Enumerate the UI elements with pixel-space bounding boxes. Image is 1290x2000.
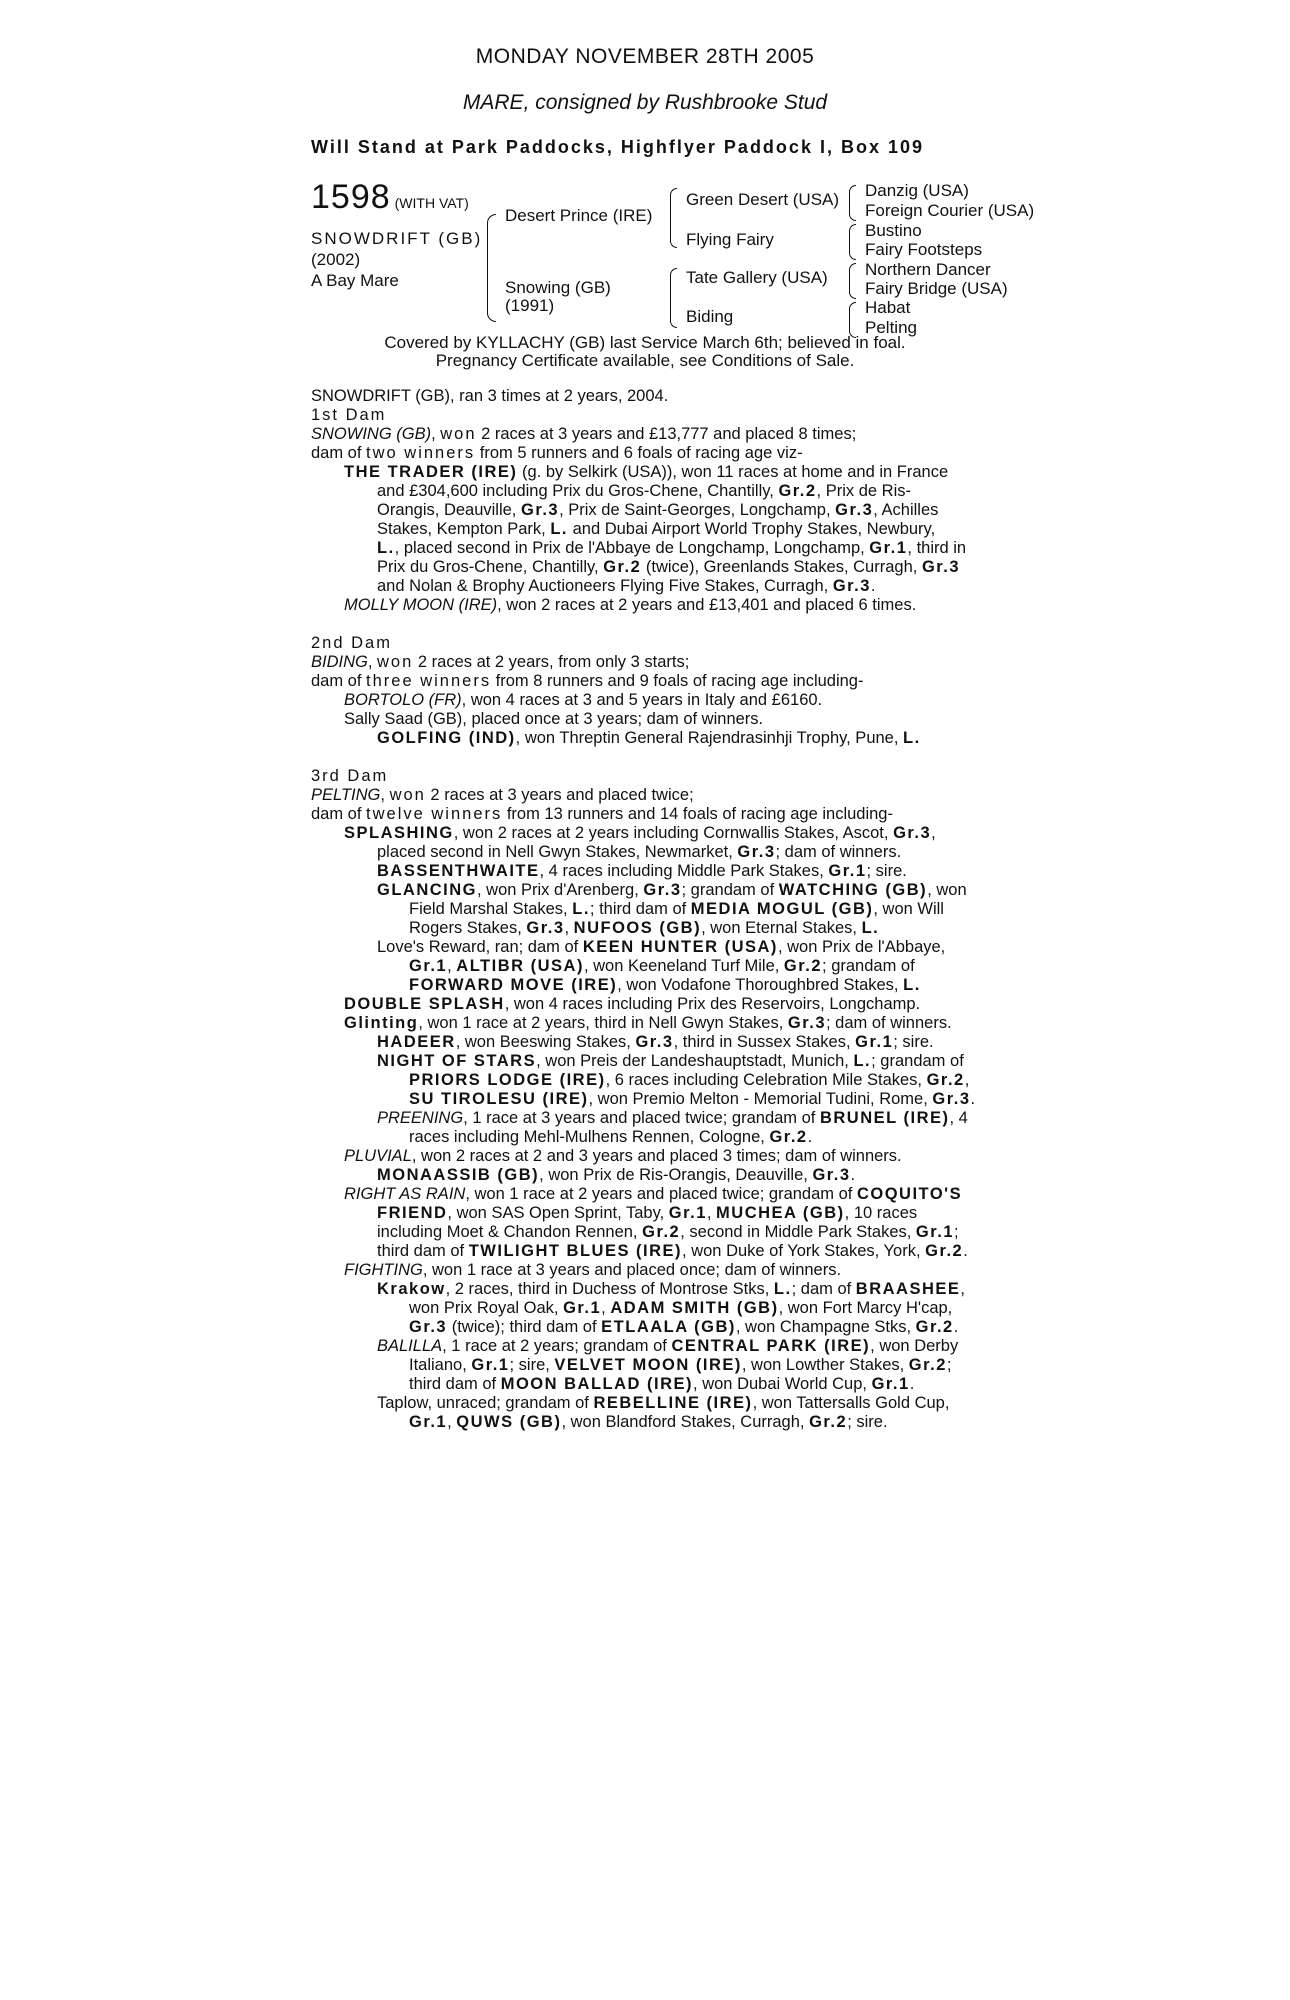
produce-text: , won 1 race at 2 years and placed twice; grandam of (465, 1185, 857, 1203)
pedigree-dds: Habat (865, 298, 911, 317)
produce-text: , won Prix de l'Abbaye, (777, 938, 946, 956)
produce-text: races including Mehl-Mulhens Rennen, Cologne, (409, 1128, 770, 1146)
produce-text: VELVET MOON (IRE) (554, 1356, 742, 1374)
produce-text: Gr.3 (737, 843, 776, 861)
produce-text: , won Tattersalls Gold Cup, (752, 1394, 950, 1412)
produce-text: , third in Sussex Stakes, (673, 1033, 856, 1051)
produce-text: Gr.3 (635, 1033, 674, 1051)
produce-text: , 10 races (844, 1204, 918, 1222)
produce-text: , won Will (873, 900, 944, 918)
horse-details (311, 228, 482, 291)
produce-text: third dam of (377, 1242, 469, 1260)
produce-text: REBELLINE (IRE) (593, 1394, 753, 1412)
produce-text: PRIORS LODGE (IRE) (409, 1071, 606, 1089)
produce-entry (311, 881, 991, 900)
produce-entry: MOLLY MOON (IRE), won 2 races at 2 years and £13,401 and placed 6 times. (344, 596, 917, 614)
produce-entry (311, 862, 991, 881)
produce-entry (311, 1090, 991, 1109)
produce-text: Gr.1 (471, 1356, 510, 1374)
produce-text: QUWS (GB) (456, 1413, 562, 1431)
pedigree-dss: Northern Dancer (865, 260, 991, 279)
produce-text: PLUVIAL (344, 1147, 412, 1165)
produce-entry: BORTOLO (FR), won 4 races at 3 and 5 years in Italy and £6160. (344, 691, 823, 709)
produce-text: Rogers Stakes, (409, 919, 527, 937)
produce-entry (311, 1147, 991, 1166)
pedigree-brace (670, 188, 677, 248)
produce-text: BRUNEL (IRE) (819, 1109, 950, 1127)
produce-text: , won Preis der Landeshauptstadt, Munich, (536, 1052, 854, 1070)
pedigree-dam-dam: Biding (686, 307, 734, 326)
lot-number-block (311, 178, 469, 217)
produce-text: , (447, 957, 457, 975)
produce-text: Gr.1 (915, 1223, 955, 1241)
produce-text: , won 2 races at 2 and 3 years and placed 3 times; dam of winners. (411, 1147, 902, 1165)
produce-text: DOUBLE SPLASH (344, 995, 505, 1013)
produce-entry (311, 1185, 991, 1204)
second-dam-produce-line: dam of three winners from 8 runners and 9 foals of racing age including- (311, 672, 864, 690)
produce-text: ; sire, (509, 1356, 555, 1374)
pedigree-brace (487, 214, 496, 322)
produce-text: L. (773, 1280, 792, 1298)
produce-text: , (960, 1280, 965, 1298)
produce-text: TWILIGHT BLUES (IRE) (468, 1242, 683, 1260)
produce-text: ; sire. (893, 1033, 934, 1051)
produce-text: ; dam of winners. (775, 843, 902, 861)
produce-text: Field Marshal Stakes, (409, 900, 573, 918)
produce-text: RIGHT AS RAIN (344, 1185, 466, 1203)
produce-text: , won Premio Melton - Memorial Tudini, Rome, (588, 1090, 933, 1108)
produce-text: Gr.3 (526, 919, 565, 937)
produce-entry: Stakes, Kempton Park, L. and Dubai Airport World Trophy Stakes, Newbury, (377, 520, 936, 538)
produce-text: Gr.1 (828, 862, 867, 880)
produce-entry: and Nolan & Brophy Auctioneers Flying Five Stakes, Curragh, Gr.3. (377, 577, 876, 595)
produce-text: , (447, 1413, 457, 1431)
produce-text: Glinting (344, 1014, 419, 1032)
produce-text: SPLASHING (344, 824, 454, 842)
produce-text: Gr.1 (409, 1413, 448, 1431)
produce-text: ; grandam of (871, 1052, 964, 1070)
produce-entry: and £304,600 including Prix du Gros-Chene, Chantilly, Gr.2, Prix de Ris- (377, 482, 911, 500)
produce-text: third dam of (409, 1375, 501, 1393)
produce-entry (311, 938, 991, 957)
consignor-line: MARE, consigned by Rushbrooke Stud (462, 91, 828, 114)
pedigree-brace (849, 224, 856, 260)
horse-year: (2002) (311, 250, 361, 269)
pedigree-ssd: Foreign Courier (USA) (865, 201, 1035, 220)
produce-entry: Orangis, Deauville, Gr.3, Prix de Saint-Georges, Longchamp, Gr.3, Achilles (377, 501, 939, 519)
produce-text: FRIEND (377, 1204, 448, 1222)
produce-entry: Prix du Gros-Chene, Chantilly, Gr.2 (twice), Greenlands Stakes, Curragh, Gr.3 (377, 558, 961, 576)
produce-text: , won Keeneland Turf Mile, (583, 957, 784, 975)
produce-text: Gr.1 (855, 1033, 894, 1051)
pedigree-dam-sire: Tate Gallery (USA) (686, 268, 828, 287)
produce-entry (311, 1052, 991, 1071)
produce-text: KEEN HUNTER (USA) (582, 938, 778, 956)
produce-text: , won Beeswing Stakes, (455, 1033, 636, 1051)
produce-text: CENTRAL PARK (IRE) (671, 1337, 871, 1355)
produce-text: won Prix Royal Oak, (409, 1299, 564, 1317)
produce-text: L. (903, 976, 921, 994)
produce-entry (311, 1128, 991, 1147)
pedigree-sds: Bustino (865, 221, 922, 240)
produce-text: , won Champagne Stks, (735, 1318, 916, 1336)
produce-text: , won Eternal Stakes, (701, 919, 862, 937)
produce-text: . (807, 1128, 813, 1146)
produce-text: , (564, 919, 574, 937)
produce-text: BASSENTHWAITE (377, 862, 540, 880)
produce-text: , 4 (949, 1109, 968, 1127)
pedigree-sdd: Fairy Footsteps (865, 240, 983, 259)
produce-text: , 2 races, third in Duchess of Montrose Stks, (445, 1280, 774, 1298)
produce-text: Gr.1 (409, 957, 448, 975)
produce-entry (311, 1337, 991, 1356)
produce-text: MEDIA MOGUL (GB) (690, 900, 874, 918)
produce-text: , 1 race at 3 years and placed twice; grandam of (463, 1109, 820, 1127)
produce-entry (311, 995, 991, 1014)
produce-text: FIGHTING (344, 1261, 423, 1279)
produce-entry: GOLFING (IND), won Threptin General Rajendrasinhji Trophy, Pune, L. (377, 729, 921, 747)
third-dam-produce-list (311, 824, 991, 1432)
produce-text: ETLAALA (GB) (601, 1318, 736, 1336)
produce-text: . (909, 1375, 915, 1393)
produce-text: , 4 races including Middle Park Stakes, (539, 862, 829, 880)
produce-text: ; (946, 1356, 952, 1374)
produce-text: , won Prix de Ris-Orangis, Deauville, (539, 1166, 813, 1184)
produce-record (311, 387, 991, 1432)
produce-text: , (601, 1299, 611, 1317)
pedigree-brace (849, 263, 856, 299)
produce-text: L. (572, 900, 590, 918)
produce-text: , won 4 races including Prix des Reservoirs, Longchamp. (504, 995, 921, 1013)
produce-entry (311, 1223, 991, 1242)
produce-text: Taplow, unraced; grandam of (377, 1394, 594, 1412)
produce-text: , (931, 824, 936, 842)
produce-text: ; dam of winners. (826, 1014, 952, 1032)
produce-text: Gr.3 (787, 1014, 827, 1032)
covered-note: Covered by KYLLACHY (GB) last Service March 6th; believed in foal. (384, 333, 906, 352)
produce-entry (311, 824, 991, 843)
produce-text: Italiano, (409, 1356, 472, 1374)
produce-entry (311, 1375, 991, 1394)
produce-text: , won Blandford Stakes, Curragh, (561, 1413, 810, 1431)
pedigree-brace (670, 268, 677, 328)
third-dam-produce-line: dam of twelve winners from 13 runners and 14 foals of racing age including- (311, 805, 893, 823)
third-dam-line: PELTING, won 2 races at 3 years and placed twice; (311, 786, 694, 804)
produce-text: Gr.2 (642, 1223, 681, 1241)
produce-entry (311, 976, 991, 995)
produce-text: Gr.2 (783, 957, 823, 975)
produce-text: placed second in Nell Gwyn Stakes, Newmarket, (377, 843, 738, 861)
produce-text: , won Duke of York Stakes, York, (682, 1242, 926, 1260)
produce-entry (311, 1166, 991, 1185)
race-record: SNOWDRIFT (GB), ran 3 times at 2 years, 2004. (311, 387, 669, 405)
produce-text: ; grandam of (681, 881, 779, 899)
produce-entry (311, 1299, 991, 1318)
produce-entry (311, 1033, 991, 1052)
produce-entry: THE TRADER (IRE) (g. by Selkirk (USA)), won 11 races at home and in France (344, 463, 949, 481)
produce-text: , won Dubai World Cup, (693, 1375, 872, 1393)
produce-text: Gr.1 (563, 1299, 602, 1317)
first-dam-produce-line: dam of two winners from 5 runners and 6 foals of racing age viz- (311, 444, 803, 462)
stabling-line: Will Stand at Park Paddocks, Highflyer Paddock I, Box 109 (311, 137, 924, 157)
produce-text: ; (954, 1223, 959, 1241)
produce-text: Gr.3 (932, 1090, 971, 1108)
certificate-note: Pregnancy Certificate available, see Conditions of Sale. (435, 351, 855, 370)
produce-text: , won (927, 881, 967, 899)
produce-text: Gr.2 (809, 1413, 848, 1431)
produce-text: Gr.2 (908, 1356, 947, 1374)
produce-text: L. (853, 1052, 872, 1070)
produce-entry (311, 843, 991, 862)
produce-text: Love's Reward, ran; dam of (377, 938, 583, 956)
produce-entry (311, 1356, 991, 1375)
produce-text: MUCHEA (GB) (716, 1204, 845, 1222)
produce-text: , (706, 1204, 717, 1222)
produce-text: COQUITO'S (856, 1185, 963, 1203)
produce-text: Gr.2 (925, 1242, 964, 1260)
produce-text: ; sire. (866, 862, 907, 880)
pedigree-sss: Danzig (USA) (865, 181, 969, 200)
produce-entry: Sally Saad (GB), placed once at 3 years; dam of winners. (344, 710, 764, 728)
produce-entry (311, 1280, 991, 1299)
produce-text: BRAASHEE (855, 1280, 961, 1298)
produce-text: NUFOOS (GB) (573, 919, 702, 937)
produce-text: ; third dam of (589, 900, 691, 918)
produce-text: BALILLA (377, 1337, 443, 1355)
produce-text: Gr.1 (668, 1204, 707, 1222)
produce-text: ADAM SMITH (GB) (610, 1299, 779, 1317)
produce-text: Gr.2 (769, 1128, 808, 1146)
produce-text: , 1 race at 2 years; grandam of (442, 1337, 672, 1355)
produce-entry (311, 1204, 991, 1223)
produce-text: , won 1 race at 3 years and placed once; dam of winners. (422, 1261, 842, 1279)
produce-text: Gr.2 (915, 1318, 954, 1336)
produce-text: . (970, 1090, 976, 1108)
horse-description: A Bay Mare (311, 271, 399, 290)
produce-entry (311, 1413, 991, 1432)
produce-text: L. (861, 919, 880, 937)
produce-text: ; sire. (847, 1413, 888, 1431)
produce-text: ; grandam of (822, 957, 915, 975)
produce-entry (311, 1014, 991, 1033)
produce-entry (311, 900, 991, 919)
produce-text: SU TIROLESU (IRE) (409, 1090, 589, 1108)
produce-text: . (963, 1242, 968, 1260)
lot-number: 1598 (311, 178, 391, 216)
produce-entry (311, 919, 991, 938)
produce-text: HADEER (377, 1033, 456, 1051)
first-dam-heading: 1st Dam (311, 406, 387, 424)
produce-text: , won Fort Marcy H'cap, (778, 1299, 953, 1317)
pedigree-dam: Snowing (GB) (505, 278, 611, 297)
produce-entry (311, 1071, 991, 1090)
produce-entry: L., placed second in Prix de l'Abbaye de Longchamp, Longchamp, Gr.1, third in (377, 539, 967, 557)
pedigree-dam-year: (1991) (505, 296, 555, 315)
produce-text: , (964, 1071, 970, 1089)
produce-text: , won 2 races at 2 years including Cornwallis Stakes, Ascot, (453, 824, 894, 842)
produce-text: including Moet & Chandon Rennen, (377, 1223, 643, 1241)
first-dam-line: SNOWING (GB), won 2 races at 3 years and £13,777 and placed 8 times; (311, 425, 857, 443)
third-dam-heading: 3rd Dam (311, 767, 389, 785)
produce-text: Gr.3 (643, 881, 682, 899)
produce-text: Gr.1 (871, 1375, 910, 1393)
produce-text: NIGHT OF STARS (377, 1052, 537, 1070)
produce-text: MOON BALLAD (IRE) (500, 1375, 694, 1393)
produce-text: Gr.3 (812, 1166, 851, 1184)
produce-text: Gr.2 (926, 1071, 965, 1089)
produce-text: , won Vodafone Thoroughbred Stakes, (617, 976, 904, 994)
produce-text: , won Derby (870, 1337, 959, 1355)
produce-entry (311, 1242, 991, 1261)
produce-text: PREENING (377, 1109, 464, 1127)
pedigree-sire-sire: Green Desert (USA) (686, 190, 840, 209)
vat-note: (WITH VAT) (394, 195, 469, 211)
produce-text: , won SAS Open Sprint, Taby, (447, 1204, 669, 1222)
second-dam-line: BIDING, won 2 races at 2 years, from only 3 starts; (311, 653, 690, 671)
produce-entry (311, 1318, 991, 1337)
produce-text: GLANCING (377, 881, 477, 899)
produce-text: , won Lowther Stakes, (741, 1356, 909, 1374)
sale-date: MONDAY NOVEMBER 28TH 2005 (475, 45, 815, 68)
produce-entry (311, 1261, 991, 1280)
produce-text: ALTIBR (USA) (456, 957, 584, 975)
produce-text: ; dam of (791, 1280, 856, 1298)
produce-text: , won Prix d'Arenberg, (477, 881, 644, 899)
pedigree-dsd: Fairy Bridge (USA) (865, 279, 1008, 298)
pedigree-sire: Desert Prince (IRE) (505, 206, 653, 225)
produce-text: Krakow (377, 1280, 446, 1298)
produce-text: . (850, 1166, 856, 1184)
produce-text: . (953, 1318, 959, 1336)
produce-entry (311, 1109, 991, 1128)
pedigree-brace (849, 185, 856, 221)
produce-entry (311, 1394, 991, 1413)
pedigree-sire-dam: Flying Fairy (686, 230, 774, 249)
horse-name: SNOWDRIFT (GB) (311, 229, 483, 248)
produce-text: Gr.3 (409, 1318, 448, 1336)
produce-text: (twice); third dam of (447, 1318, 602, 1336)
produce-text: WATCHING (GB) (778, 881, 928, 899)
second-dam-heading: 2nd Dam (311, 634, 392, 652)
produce-text: Gr.3 (893, 824, 932, 842)
produce-text: FORWARD MOVE (IRE) (409, 976, 618, 994)
pedigree-ddd: Pelting (865, 318, 917, 337)
produce-entry (311, 957, 991, 976)
produce-text: , won 1 race at 2 years, third in Nell Gwyn Stakes, (418, 1014, 788, 1032)
produce-text: , second in Middle Park Stakes, (680, 1223, 916, 1241)
produce-text: MONAASSIB (GB) (377, 1166, 540, 1184)
produce-text: , 6 races including Celebration Mile Stakes, (605, 1071, 927, 1089)
